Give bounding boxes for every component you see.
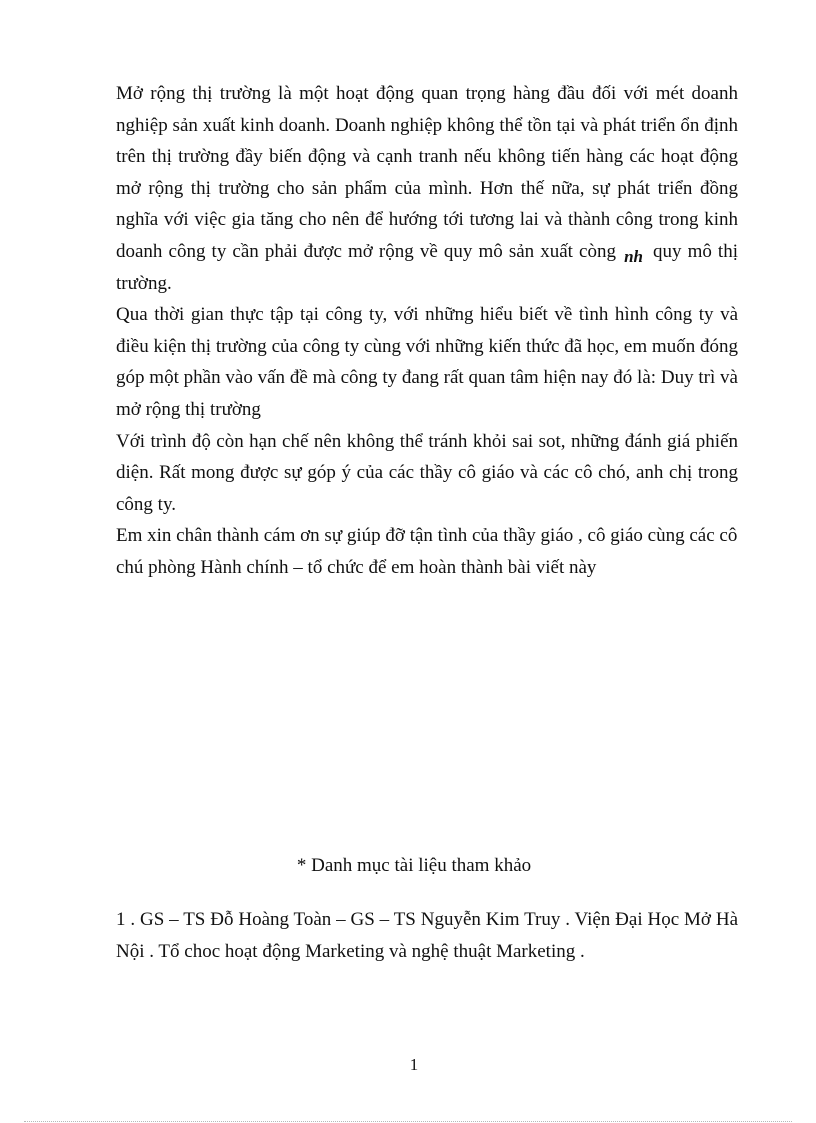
paragraph-text: quy mô thị trường. bbox=[116, 240, 738, 294]
paragraph bbox=[116, 78, 738, 299]
page-number: 1 bbox=[409, 1055, 419, 1074]
paragraph: Qua thời gian thực tập tại công ty, với những hiểu biết về tình hình công ty và điều kiện thị trường của công ty cùng với những kiến thức đã học, em muốn đóng góp một phần vào vấn đề mà công ty đang rất quan tâm hiện nay đó là: Duy trì và mở rộng thị trường bbox=[116, 304, 738, 420]
body-text bbox=[116, 78, 738, 584]
references-heading: * Danh mục tài liệu tham khảo bbox=[296, 855, 532, 876]
reference-item: 1 . GS – TS Đỗ Hoàng Toàn – GS – TS Nguyễn Kim Truy . Viện Đại Học Mở Hà Nội . Tổ choc hoạt động Marketing và nghệ thuật Marketing . bbox=[116, 909, 738, 962]
paragraph: Em xin chân thành cám ơn sự giúp đỡ tận tình của thầy giáo , cô giáo cùng các cô chú phòng Hành chính – tổ chức để em hoàn thành bài viết này bbox=[116, 525, 738, 578]
stray-glyph: nh bbox=[624, 246, 643, 266]
paragraph: Với trình độ còn hạn chế nên không thể tránh khỏi sai sot, những đánh giá phiến diện. Rất mong được sự góp ý của các thầy cô giáo và các cô chó, anh chị trong công ty. bbox=[116, 430, 738, 515]
page-bottom-rule bbox=[24, 1121, 792, 1122]
paragraph-text: Mở rộng thị trường là một hoạt động quan trọng hàng đầu đối với mét doanh nghiệp sản xuất kinh doanh. Doanh nghiệp không thể tồn tại và phát triển ổn định trên thị trường đầy biến động và cạnh tranh nếu không tiến hàng các hoạt động mở rộng thị trường cho sản phẩm của mình. Hơn thế nữa, sự phát triển đồng nghĩa với việc gia tăng cho nên để hướng tới tương lai và thành công trong kinh doanh công ty cần phải được mở rộng về quy mô sản xuất còng bbox=[116, 83, 738, 262]
